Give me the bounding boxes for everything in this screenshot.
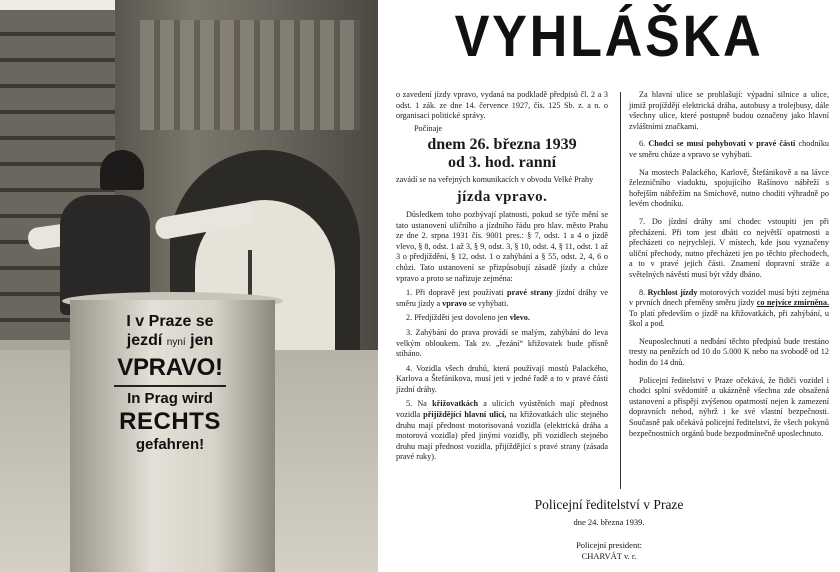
poster-left-column: [396, 90, 608, 465]
rule-4: 4. Vozidla všech druhů, která používají mostů Palackého, Karlova a Štefánikova, musí jeti v jedné řadě a to v pravé části jízdní dráhy.: [396, 363, 608, 394]
rule-8-number: 8.: [639, 287, 646, 297]
rule-1-emphasis: pravé strany: [507, 288, 553, 298]
signature-name: CHARVÁT v. r.: [581, 551, 637, 561]
sign-line-4: In Prag wird: [127, 390, 213, 407]
rule-8: [629, 288, 829, 330]
sign-line-rechts: RECHTS: [119, 408, 221, 435]
intro-paragraph: o zavedení jízdy vpravo, vydaná na podkladě předpisů čl. 2 a 3 odst. 1 zák. ze dne 14. července 1927, čís. 125 Sb. z. a n. o organisaci politické správy.: [396, 90, 608, 121]
rule-2-vlevo: vlevo.: [509, 313, 530, 323]
rule-1: [396, 288, 608, 309]
column-divider: [620, 92, 621, 489]
column-sign: [104, 312, 236, 454]
rule-8-text-b: To platí především o jízdě na křižovatkách, při zahýbání, u škol a pod.: [629, 308, 829, 329]
poster-title: VYHLÁŠKA: [454, 4, 764, 69]
rule-1-text-a: 1. Při dopravě jest používati: [406, 288, 504, 298]
repeal-paragraph: Důsledkem toho pozbývají platnosti, pokud se týče mění se tato ustanovení uličního a jízdního řádu pro hlav. město Prahu ze dne 2. srpna 1931 čís. 9001 pres.: § 7, odst. 1 a 4 o jízdě vlevo, § 8, odst. 1 až 3, § 9, odst. 3, § 10, odst. 4, § 11, odst. 1 až 3 o předjíždění, § 12, odst. 1 o zahýbání a § 55, odst. 2, 4, 6 o chůzi. Tato ustanovení se přizpůsobují zásadě jízdy a chůze vpravo a proto se nařizuje zejména:: [396, 209, 608, 283]
rule-6: [629, 139, 829, 160]
rule-8-text-a: motorových vozidel musí býti zejména v prvních dnech přeměny směru jízdy: [629, 287, 830, 308]
scope-paragraph: zavádí se na veřejných komunikacích v obvodu Velké Prahy: [396, 175, 594, 185]
penalty-paragraph: Neuposlechnutí a nedbání těchto předpisů bude trestáno tresty na penězích od 10 do 5.000 K nebo na svobodě od 12 hodin do 14 dnů.: [629, 336, 829, 368]
bridges-paragraph: Na mostech Palackého, Karlově, Štefánikově a na lávce železničního viaduktu, spojujícího Rašínovo nábřeží s hořejším nábřežím na Smíchově, nutno choditi výhradně po levém chodníku.: [629, 167, 829, 209]
main-streets-paragraph: Za hlavní ulice se prohlašují: výpadní silnice a ulice, jimiž projíždějí elektrická dráha, autobusy a trolejbusy, dále všechny ulice, které postupně budou označeny jako hlavní zvláštními značkami.: [629, 90, 829, 131]
signature-date: dne 24. března 1939.: [573, 517, 645, 527]
rule-6-number: 6.: [639, 139, 646, 149]
sign-word-nyni: nyní: [166, 337, 186, 348]
historic-photo: [0, 0, 378, 572]
expectation-paragraph: Policejní ředitelství v Praze očekává, že řidiči vozidel i chodci splní svědomitě a ukázněně všechna zde obsažená ustanovení a přispějí zvýšenou opatrností nejen k zamezení dopravních nehod, nýbrž i ke své vlastní bezpečnosti. Současně pak očekává policejní ředitelství, že všech pokynů bezpečnostních orgánů bude bezpodmínečně uposlechnuto.: [629, 375, 829, 438]
rule-1-text-c: se vyhýbati.: [468, 298, 509, 308]
sign-line-6: gefahren!: [135, 436, 205, 453]
effective-hour: od 3. hod. ranní: [447, 154, 557, 172]
rule-5-text-b: a ulicích vyústěních mají přednost vozidla: [396, 399, 609, 420]
announcement-poster: [378, 0, 840, 572]
right-hand-traffic-heading: jízda vpravo.: [456, 188, 548, 205]
rule-6-text: chodníku ve směru chůze a vpravo se vyhýbati.: [629, 139, 830, 159]
poster-right-column: [629, 90, 829, 441]
rule-8-reduced: co nejvíce zmírněna.: [756, 298, 829, 308]
sign-divider: [114, 385, 226, 387]
sign-line-2: [104, 331, 236, 353]
signature-role: Policejní president:: [576, 540, 642, 550]
rule-3: 3. Zahýbání do prava provádí se malým, zahýbání do leva velkým obloukem. Tak zv. „řezání“ křižovatek bude přísně stíháno.: [396, 327, 608, 359]
photo-tower-ornament: [140, 20, 360, 130]
rule-1-vpravo: vpravo: [442, 298, 467, 308]
rule-2-text: 2. Předjížděti jest dovoleno jen: [406, 313, 508, 323]
rule-5-text-a: 5. Na: [406, 399, 427, 409]
rule-5-crossroads: křižovatkách: [432, 399, 479, 409]
sign-word-jezdi: jezdí: [126, 332, 163, 349]
rule-5-text-c: na křižovatkách ulic stejného druhu mají přednost motorisovaná vozidla (elektrická dráha a motorová vozidla) před jinými vozidly, při vozidlech stejného druhu mají přednost vozidla, přijíždějící s pravé strany (zásada pravé ruky).: [396, 410, 608, 462]
rule-6-emphasis: Chodci se musí pohybovati v pravé části: [648, 139, 796, 149]
signature-office: Policejní ředitelství v Praze: [534, 497, 684, 512]
rule-2: [396, 313, 608, 324]
sign-word-jen: jen: [190, 332, 214, 349]
sign-line-1: I v Praze se: [126, 313, 214, 330]
rule-5: [396, 399, 608, 463]
rule-5-main-street: přijíždějící hlavní ulicí,: [423, 410, 507, 420]
policeman-helmet: [100, 150, 144, 190]
effective-date: dnem 26. března 1939: [427, 136, 577, 154]
rule-7: 7. Do jízdní dráhy smí chodec vstoupiti jen při přecházení. Při tom jest dbáti co největší opatrnosti a přecházeti co nejrychleji. V místech, kde jsou vyznačeny uliční přechody, nutno přecházeti jen po těchto přechodech, a to v pravé jejich části. Znamení dopravní stráže a světelných návěstí musí být vždy dbáno.: [629, 216, 829, 279]
rule-1-text-b: jízdní dráhy ve směru jízdy a: [396, 288, 609, 308]
sign-line-vpravo: VPRAVO!: [117, 354, 223, 381]
beginning-text: Počínaje: [414, 123, 443, 133]
rule-8-speed: Rychlost jízdy: [647, 287, 698, 297]
